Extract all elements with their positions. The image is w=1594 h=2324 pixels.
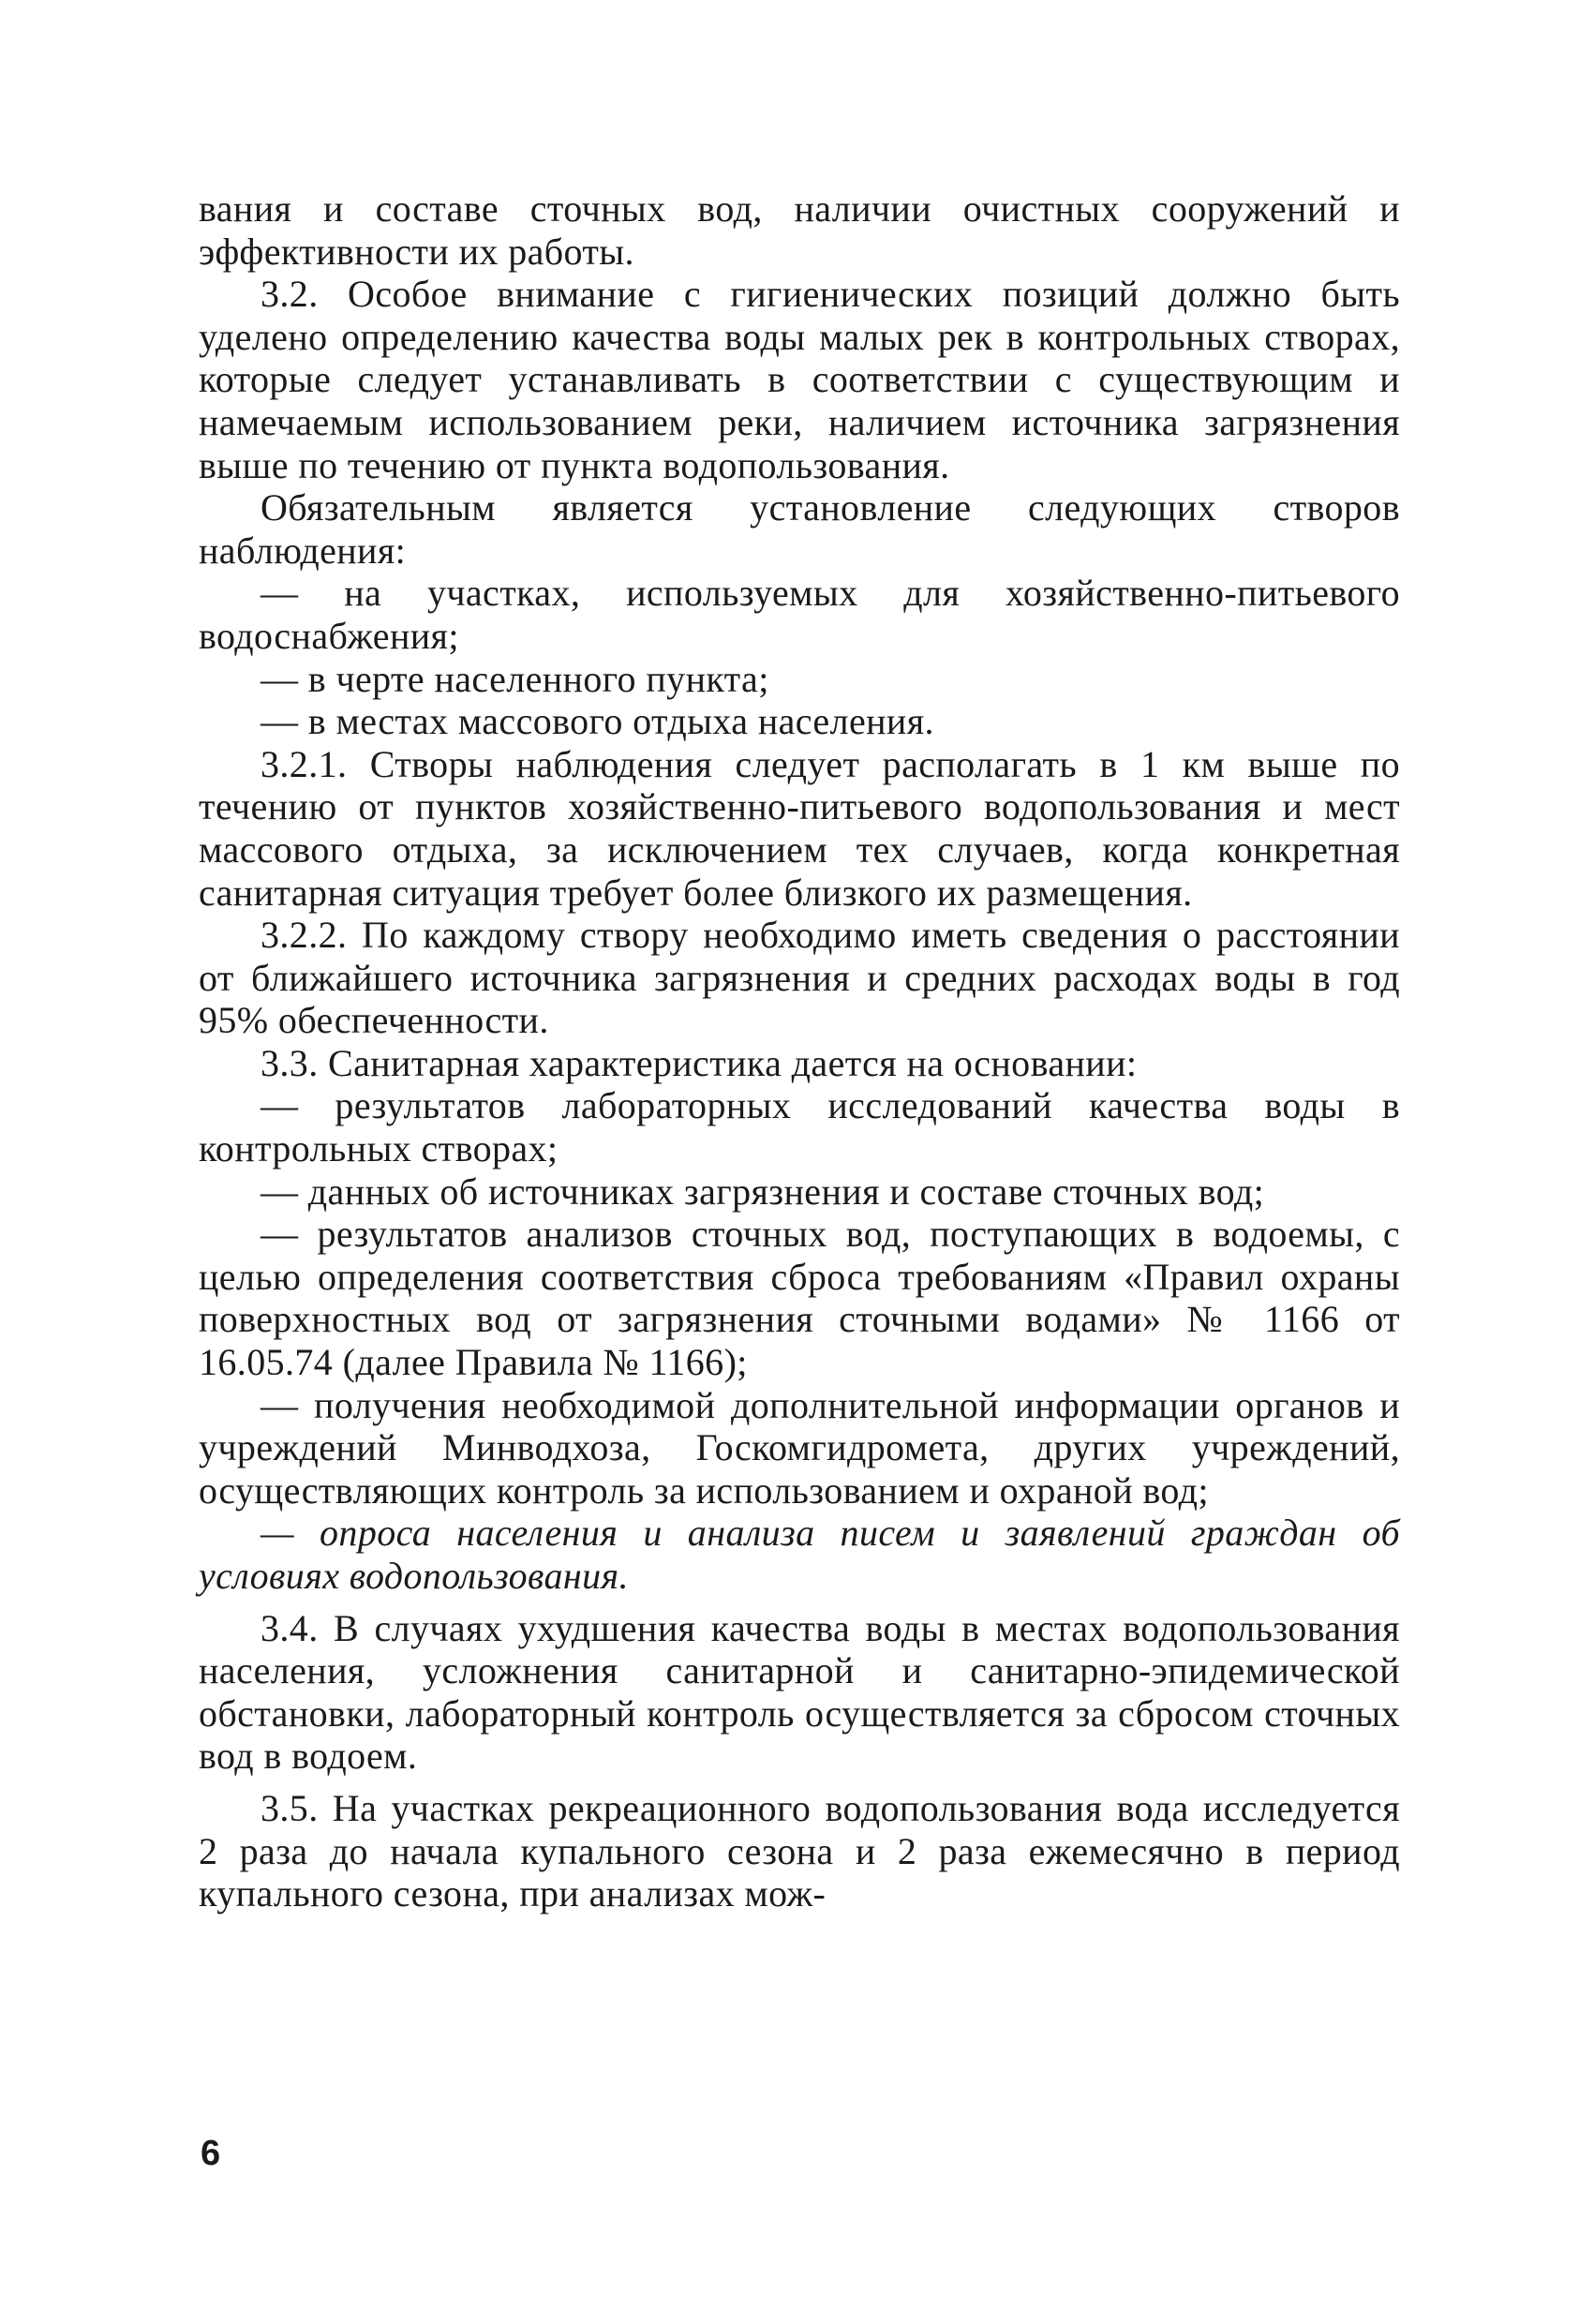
list-item-additional-info: — получения необходимой дополнительной информации органов и учреждений Минводхоза, Госкомгидромета, других учреждений, осуществляющих контроль за использованием и охраной вод; [199,1383,1400,1512]
paragraph-required-stations: Обязательным является установление следующих створов наблюдения: [199,486,1400,572]
paragraph-3-2-2: 3.2.2. По каждому створу необходимо иметь сведения о расстоянии от ближайшего источника загрязнения и средних расходах воды в год 95% обеспеченности. [199,914,1400,1042]
paragraph-3-2-1: 3.2.1. Створы наблюдения следует располагать в 1 км выше по течению от пунктов хозяйственно-питьевого водопользования и мест массового отдыха, за исключением тех случаев, когда конкретная санитарная ситуация требует более близкого их размещения. [199,742,1400,914]
list-item-drinking-water: — на участках, используемых для хозяйственно-питьевого водоснабжения; [199,572,1400,657]
list-item-recreation: — в местах массового отдыха населения. [261,700,934,743]
list-item-wastewater-analysis: — результатов анализов сточных вод, поступающих в водоемы, с целью определения соответствия сброса требованиям «Правил охраны поверхностных вод от загрязнения сточными водами» № 1166 от 16.05.74 (далее Правила № 1166); [199,1213,1400,1384]
list-item-population-survey: — опроса населения и анализа писем и заявлений граждан об условиях водопользования. [199,1512,1400,1597]
page-number: 6 [201,2134,221,2173]
paragraph-continuation: вания и составе сточных вод, наличии очистных сооружений и эффективности их работы. [199,187,1400,273]
list-item-settlement: — в черте населенного пункта; [261,657,769,700]
paragraph-3-3: 3.3. Санитарная характеристика дается на основании: [261,1041,1138,1084]
paragraph-3-5: 3.5. На участках рекреационного водопользования вода исследуется 2 раза до начала купального сезона и 2 раза ежемесячно в период купального сезона, при анализах мож- [199,1786,1400,1915]
paragraph-3-2: 3.2. Особое внимание с гигиенических позиций должно быть уделено определению качества воды малых рек в контрольных створах, которые следует устанавливать в соответствии с существующим и намечаемым использованием реки, наличием источника загрязнения выше по течению от пункта водопользования. [199,273,1400,486]
page-body [199,187,1400,1915]
list-item-lab-results: — результатов лабораторных исследований качества воды в контрольных створах; [199,1084,1400,1170]
paragraph-3-4: 3.4. В случаях ухудшения качества воды в местах водопользования населения, усложнения санитарной и санитарно-эпидемической обстановки, лабораторный контроль осуществляется за сбросом сточных вод в водоем. [199,1606,1400,1778]
list-item-pollution-sources: — данных об источниках загрязнения и составе сточных вод; [261,1169,1265,1213]
